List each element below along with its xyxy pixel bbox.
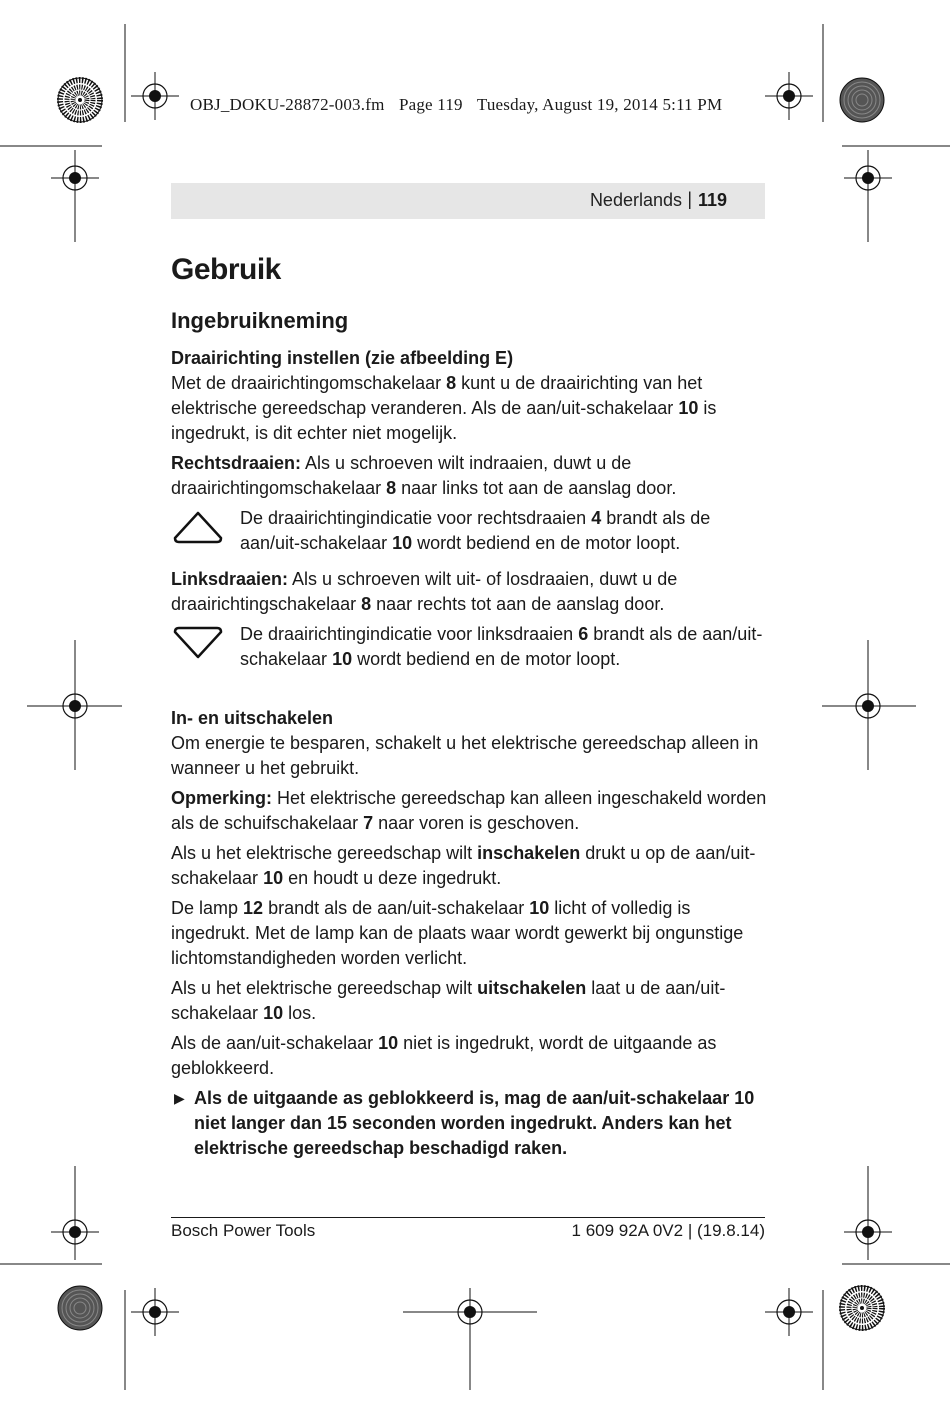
switch-off-paragraph: Als u het elektrische gereedschap wilt uitschakelen laat u de aan/uit-schakelaar 10 los. — [171, 978, 726, 1023]
lamp-paragraph: De lamp 12 brandt als de aan/uit-schakelaar 10 licht of volledig is ingedrukt. Met de lamp kan de plaats waar wordt gewerkt bij ongunstige lichtomstandigheden worden verlicht. — [171, 898, 744, 968]
energy-paragraph: Om energie te besparen, schakelt u het elektrische gereedschap alleen in wanneer u het gebruikt. — [171, 733, 759, 778]
arrow-down-icon — [171, 624, 225, 662]
spindle-lock-paragraph: Als de aan/uit-schakelaar 10 niet is ingedrukt, wordt de uitgaande as geblokkeerd. — [171, 1033, 717, 1078]
main-content — [171, 250, 767, 1161]
warning-text: Als de uitgaande as geblokkeerd is, mag de aan/uit-schakelaar 10 niet langer dan 15 seconden worden ingedrukt. Anders kan het elektrische gereedschap beschadigd raken. — [194, 1088, 755, 1158]
running-header — [171, 183, 765, 219]
remark-paragraph: Opmerking: Het elektrische gereedschap kan alleen ingeschakeld worden als de schuifschakelaar 7 naar voren is geschoven. — [171, 788, 767, 833]
left-rotation-note: De draairichtingindicatie voor linksdraaien 6 brandt als de aan/uit-schakelaar 10 wordt bediend en de motor loopt. — [171, 622, 767, 672]
subsection-heading-rotation: Draairichting instellen (zie afbeelding E) — [171, 348, 514, 368]
print-slug — [190, 95, 732, 115]
slug-file: OBJ_DOKU-28872-003.fm — [190, 95, 385, 114]
switch-on-paragraph: Als u het elektrische gereedschap wilt inschakelen drukt u op de aan/uit-schakelaar 10 en houdt u deze ingedrukt. — [171, 843, 756, 888]
header-separator: | — [687, 189, 692, 209]
slug-datetime: Tuesday, August 19, 2014 5:11 PM — [476, 95, 723, 114]
warning-item — [171, 1086, 767, 1161]
arrow-up-icon — [171, 508, 225, 546]
footer-brand: Bosch Power Tools — [171, 1221, 316, 1240]
bullet-triangle-icon: ▶ — [174, 1090, 185, 1106]
section-title: Ingebruikneming — [171, 308, 349, 333]
footer-rule — [171, 1217, 765, 1218]
subsection-heading-switching: In- en uitschakelen — [171, 708, 334, 728]
footer-doc-number: 1 609 92A 0V2 | (19.8.14) — [571, 1221, 765, 1240]
right-rotation-note: De draairichtingindicatie voor rechtsdraaien 4 brandt als de aan/uit-schakelaar 10 wordt bediend en de motor loopt. — [171, 506, 767, 556]
header-language: Nederlands — [589, 190, 682, 210]
rotation-intro: Met de draairichtingomschakelaar 8 kunt u de draairichting van het elektrische gereedschap veranderen. Als de aan/uit-schakelaar 10 is ingedrukt, is dit echter niet mogelijk. — [171, 373, 717, 443]
right-rotation-paragraph: Rechtsdraaien: Als u schroeven wilt indraaien, duwt u de draairichtingomschakelaar 8 naar links tot aan de aanslag door. — [171, 453, 677, 498]
slug-page: Page 119 — [398, 95, 463, 114]
header-page-number: 119 — [697, 190, 727, 210]
page-title: Gebruik — [171, 253, 281, 286]
left-rotation-paragraph: Linksdraaien: Als u schroeven wilt uit- of losdraaien, duwt u de draairichtingschakelaar 8 naar rechts tot aan de aanslag door. — [171, 569, 678, 614]
